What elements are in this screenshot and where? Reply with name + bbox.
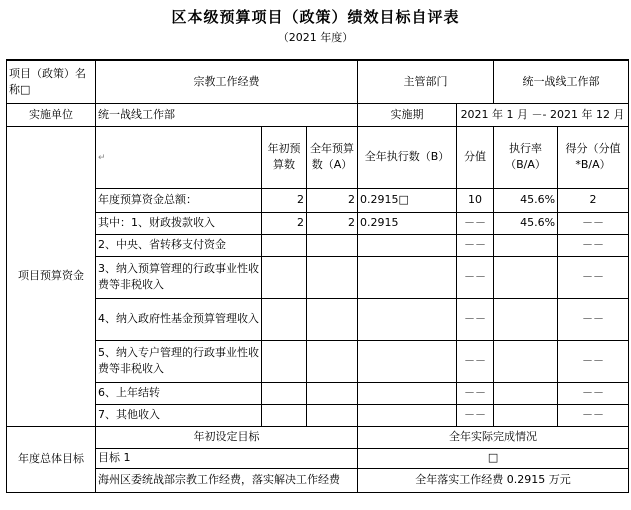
cell-rate (494, 340, 558, 382)
cell-initial (262, 404, 307, 426)
dept-label: 主管部门 (358, 60, 494, 103)
cell-rate (494, 234, 558, 256)
table-row (7, 340, 629, 382)
table-row (7, 382, 629, 404)
cell-score: －－ (558, 298, 629, 340)
cell-score-value: －－ (457, 256, 494, 298)
target-1-actual: 全年落实工作经费 0.2915 万元 (358, 468, 629, 492)
cell-executed (358, 298, 457, 340)
col-annual-budget: 全年预算数（A） (307, 126, 358, 188)
table-row (7, 188, 629, 212)
cell-score-value: －－ (457, 340, 494, 382)
cell-score-value: －－ (457, 382, 494, 404)
cell-executed: 0.2915 (358, 212, 457, 234)
cell-annual (307, 340, 358, 382)
row-label: 年度预算资金总额： (96, 188, 262, 212)
cell-score: －－ (558, 256, 629, 298)
form-title: 区本级预算项目（政策）绩效目标自评表 (171, 8, 460, 26)
cell-score-value: 10 (457, 188, 494, 212)
table-row (7, 212, 629, 234)
col-executed: 全年执行数（B） (358, 126, 457, 188)
cell-score: －－ (558, 404, 629, 426)
cell-rate: 45.6% (494, 212, 558, 234)
goals-section-label: 年度总体目标 (7, 426, 96, 492)
cell-initial: 2 (262, 212, 307, 234)
cell-initial (262, 298, 307, 340)
impl-unit-value: 统一战线工作部 (96, 103, 358, 126)
cell-executed (358, 382, 457, 404)
col-exec-rate: 执行率（B/A） (494, 126, 558, 188)
cell-score-value: －－ (457, 298, 494, 340)
goals-set-header: 年初设定目标 (96, 426, 358, 448)
target-1-label: 目标 1 (96, 448, 358, 468)
table-row (7, 256, 629, 298)
cell-rate (494, 256, 558, 298)
evaluation-table (6, 59, 629, 493)
cell-score: －－ (558, 234, 629, 256)
cell-initial (262, 340, 307, 382)
col-initial-budget: 年初预算数 (262, 126, 307, 188)
cell-initial (262, 234, 307, 256)
cell-initial: 2 (262, 188, 307, 212)
row-label: 4、纳入政府性基金预算管理收入 (96, 298, 262, 340)
col-score: 得分（分值*B/A） (558, 126, 629, 188)
dept-value: 统一战线工作部 (494, 60, 629, 103)
period-value: 2021 年 1 月 －- 2021 年 12 月 (457, 103, 629, 126)
cell-annual (307, 256, 358, 298)
cell-initial (262, 256, 307, 298)
cell-initial (262, 382, 307, 404)
cell-annual (307, 298, 358, 340)
cell-executed (358, 256, 457, 298)
cell-executed: 0.2915□ (358, 188, 457, 212)
col-score-value: 分值 (457, 126, 494, 188)
target-1-placeholder: □ (358, 448, 629, 468)
period-label: 实施期 (358, 103, 457, 126)
budget-header-blank: ↵ (96, 126, 262, 188)
cell-executed (358, 234, 457, 256)
cell-score-value: －－ (457, 404, 494, 426)
cell-score-value: －－ (457, 234, 494, 256)
impl-unit-label: 实施单位 (7, 103, 96, 126)
row-label: 5、纳入专户管理的行政事业性收费等非税收入 (96, 340, 262, 382)
cell-annual (307, 382, 358, 404)
cell-score: 2 (558, 188, 629, 212)
table-row (7, 404, 629, 426)
cell-rate (494, 298, 558, 340)
cell-rate: 45.6% (494, 188, 558, 212)
goals-actual-header: 全年实际完成情况 (358, 426, 629, 448)
project-name-label: 项目（政策）名称□ (7, 60, 96, 103)
row-label: 6、上年结转 (96, 382, 262, 404)
cell-score-value: －－ (457, 212, 494, 234)
project-name-value: 宗教工作经费 (96, 60, 358, 103)
row-label: 其中：1、财政拨款收入 (96, 212, 262, 234)
cell-score: －－ (558, 340, 629, 382)
cell-annual: 2 (307, 212, 358, 234)
cell-annual: 2 (307, 188, 358, 212)
cell-rate (494, 404, 558, 426)
cell-score: －－ (558, 382, 629, 404)
cell-executed (358, 340, 457, 382)
form-subtitle: （2021 年度） (277, 31, 354, 44)
cell-annual (307, 234, 358, 256)
table-row (7, 298, 629, 340)
target-1-text: 海州区委统战部宗教工作经费，落实解决工作经费 (96, 468, 358, 492)
cell-executed (358, 404, 457, 426)
cell-score: －－ (558, 212, 629, 234)
row-label: 2、中央、省转移支付资金 (96, 234, 262, 256)
budget-section-label: 项目预算资金 (7, 126, 96, 426)
cell-rate (494, 382, 558, 404)
cell-annual (307, 404, 358, 426)
row-label: 7、其他收入 (96, 404, 262, 426)
row-label: 3、纳入预算管理的行政事业性收费等非税收入 (96, 256, 262, 298)
table-row (7, 234, 629, 256)
